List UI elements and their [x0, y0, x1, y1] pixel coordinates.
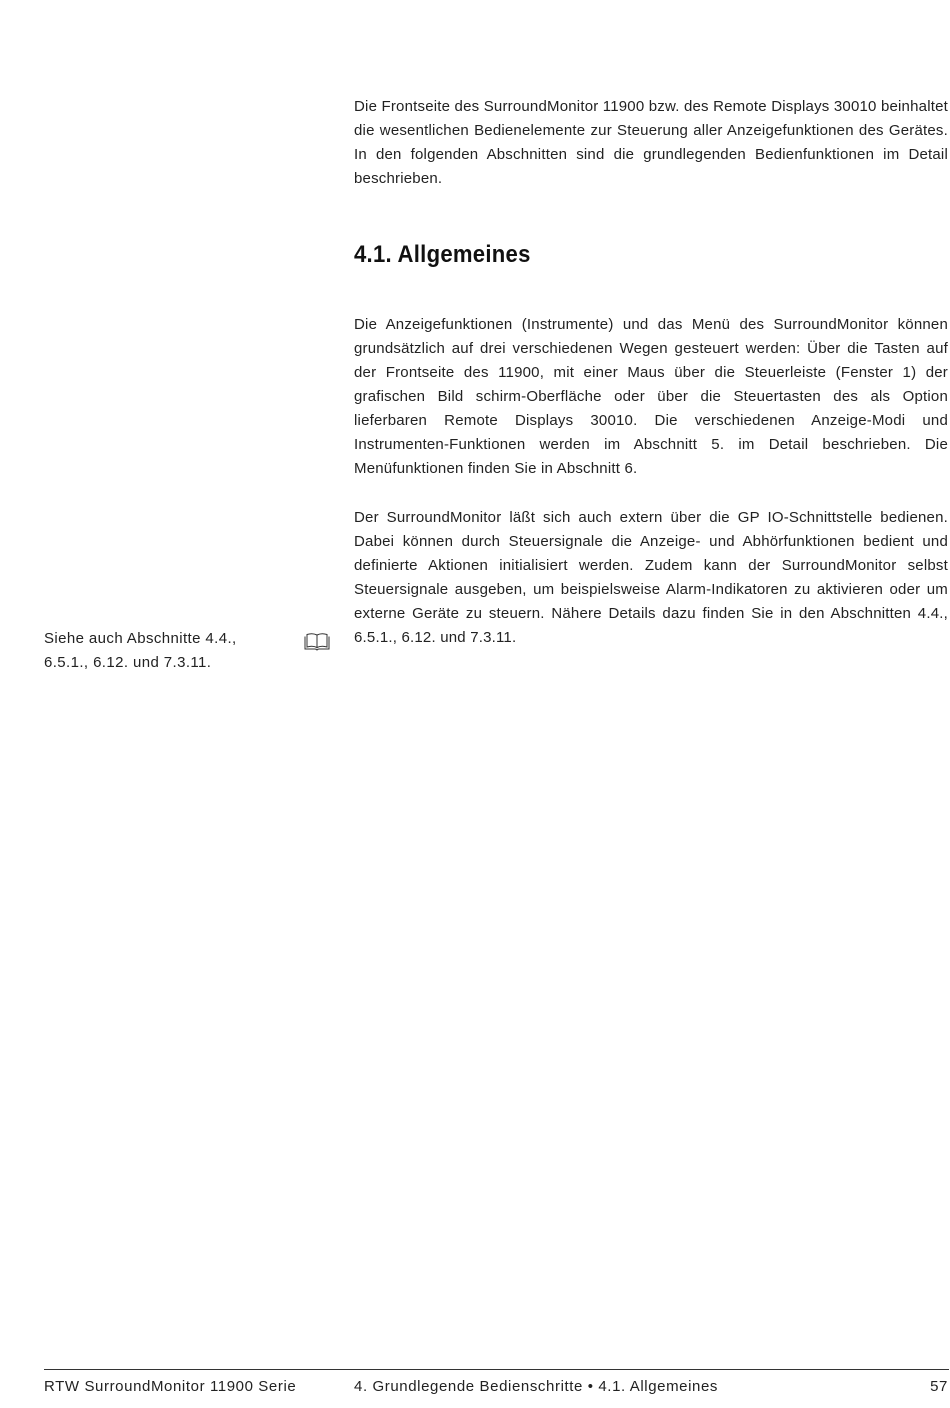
body-paragraph-1: Die Anzeigefunktionen (Instrumente) und das Menü des SurroundMonitor können grundsätzlich auf drei verschiedenen Wegen gesteuert werden: Über die Tasten auf der Frontseite des 11900, mit einer Maus über die Steuerleiste (Fenster 1) der grafischen Bild schirm-Oberfläche oder über die Steuertasten des als Option lieferbaren Remote Displays 30010. Die verschiedenen Anzeige-Modi und Instrumenten-Funktionen werden im Abschnitt 5. im Detail beschrieben. Die Menüfunktionen finden Sie in Abschnitt 6. — [354, 316, 948, 477]
footer-divider — [44, 1369, 949, 1370]
footer-product: RTW SurroundMonitor 11900 Serie — [44, 1378, 297, 1395]
page-number: 57 — [930, 1378, 948, 1395]
margin-note: Siehe auch Abschnitte 4.4., 6.5.1., 6.12. und 7.3.11. — [44, 630, 237, 671]
intro-paragraph: Die Frontseite des SurroundMonitor 11900 bzw. des Remote Displays 30010 beinhaltet die wesentlichen Bedienelemente zur Steuerung aller Anzeigefunktionen des Gerätes. In den folgenden Abschnitten sind die grundlegenden Bedienfunktionen im Detail beschrieben. — [354, 98, 948, 187]
book-icon — [304, 631, 330, 651]
footer-chapter: 4. Grundlegende Bedienschritte • 4.1. Allgemeines — [354, 1378, 719, 1395]
body-paragraph-2: Der SurroundMonitor läßt sich auch extern über die GP IO-Schnittstelle bedienen. Dabei können durch Steuersignale die Anzeige- und Abhörfunktionen bedient und definierte Aktionen initialisiert werden. Zudem kann der SurroundMonitor selbst Steuersignale ausgeben, um beispielsweise Alarm-Indikatoren zu aktivieren oder um externe Geräte zu steuern. Nähere Details dazu finden Sie in den Abschnitten 4.4., 6.5.1., 6.12. und 7.3.11. — [354, 509, 948, 646]
section-heading: 4.1. Allgemeines — [354, 241, 531, 268]
